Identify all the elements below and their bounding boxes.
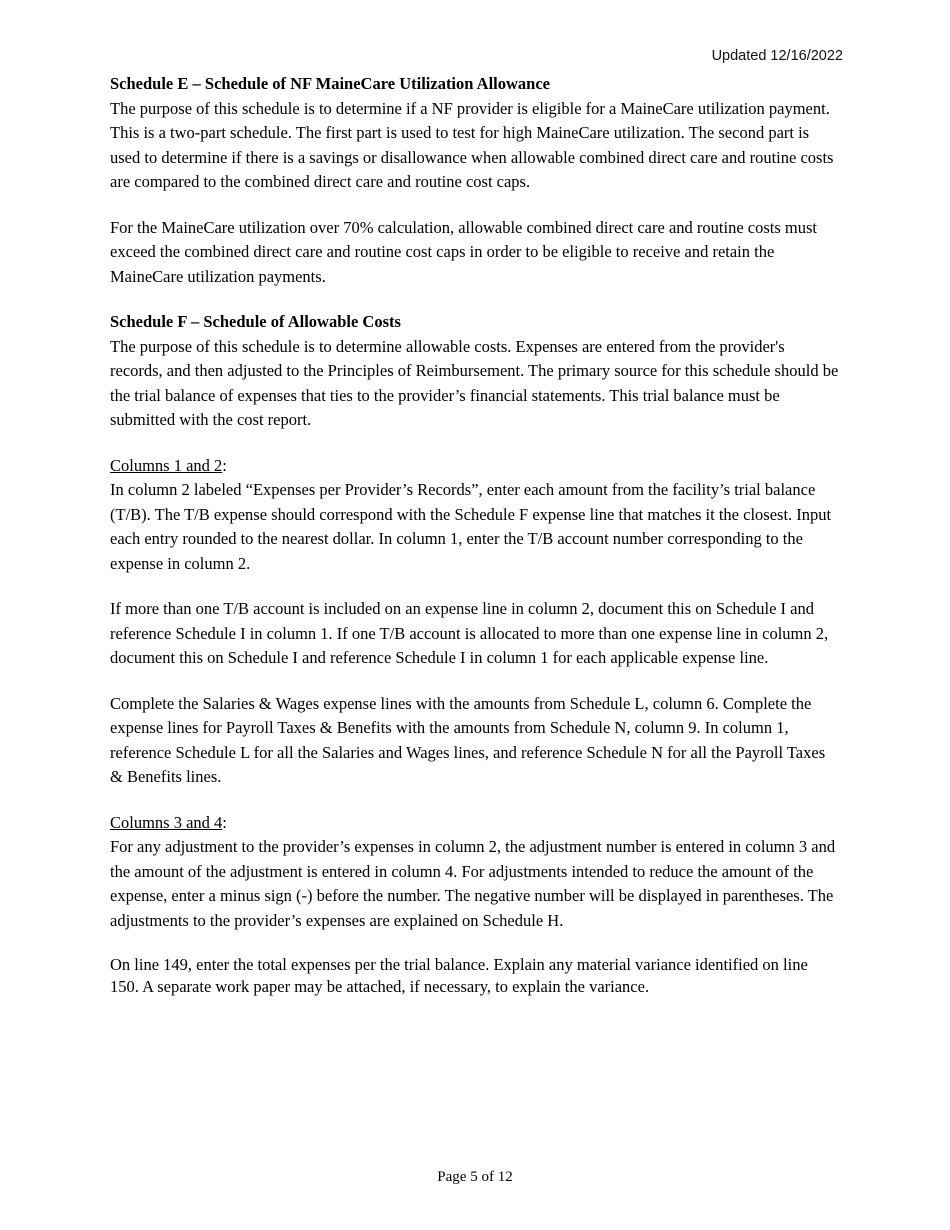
- columns-1-2-paragraph-1: In column 2 labeled “Expenses per Provider’s Records”, enter each amount from the facility’s trial balance (T/B). The T/B expense should correspond with the Schedule F expense line that matches it the closest. Input each entry rounded to the nearest dollar. In column 1, enter the T/B account number corresponding to the expense in column 2.: [110, 480, 832, 573]
- schedule-f-paragraph-1: The purpose of this schedule is to determine allowable costs. Expenses are entered from the provider's records, and then adjusted to the Principles of Reimbursement. The primary source for this schedule should be the trial balance of expenses that ties to the provider’s financial statements. This trial balance must be submitted with the cost report.: [110, 336, 839, 429]
- columns-3-4-heading: [110, 811, 840, 836]
- schedule-e-paragraph-2: For the MaineCare utilization over 70% calculation, allowable combined direct care and routine costs must exceed the combined direct care and routine cost caps in order to be eligible to receive and retain the MaineCare utilization payments.: [110, 217, 817, 286]
- updated-date: Updated 12/16/2022: [711, 48, 843, 64]
- schedule-e-paragraph-1: The purpose of this schedule is to determine if a NF provider is eligible for a MaineCare utilization payment. This is a two-part schedule. The first part is used to test for high MaineCare utilization. The second part is used to determine if there is a savings or disallowance when allowable combined direct care and routine costs are compared to the combined direct care and routine cost caps.: [110, 98, 834, 191]
- schedule-f-heading: Schedule F – Schedule of Allowable Costs: [110, 312, 401, 331]
- columns-1-2-paragraph-3: Complete the Salaries & Wages expense lines with the amounts from Schedule L, column 6. Complete the expense lines for Payroll Taxes & Benefits with the amounts from Schedule N, column 9. In column 1, reference Schedule L for all the Salaries and Wages lines, and reference Schedule N for all the Payroll Taxes & Benefits lines.: [110, 693, 826, 786]
- columns-3-4-label: Columns 3 and 4: [110, 812, 223, 832]
- columns-1-2-label: Columns 1 and 2: [110, 455, 223, 475]
- columns-3-4-colon: :: [222, 812, 227, 832]
- columns-1-2-colon: :: [222, 455, 227, 475]
- columns-1-2-paragraph-2: If more than one T/B account is included on an expense line in column 2, document this on Schedule I and reference Schedule I in column 1. If one T/B account is allocated to more than one expense line in column 2, document this on Schedule I and reference Schedule I in column 1 for each applicable expense line.: [110, 599, 829, 667]
- page-number: Page 5 of 12: [437, 1169, 513, 1185]
- document-body: [110, 72, 840, 997]
- columns-3-4-paragraph-2: On line 149, enter the total expenses per the trial balance. Explain any material variance identified on line 150. A separate work paper may be attached, if necessary, to explain the variance.: [110, 955, 808, 996]
- columns-1-2-heading: [110, 454, 840, 479]
- columns-3-4-paragraph-1: For any adjustment to the provider’s expenses in column 2, the adjustment number is entered in column 3 and the amount of the adjustment is entered in column 4. For adjustments intended to reduce the amount of the expense, enter a minus sign (-) before the number. The negative number will be displayed in parentheses. The adjustments to the provider’s expenses are explained on Schedule H.: [110, 837, 836, 930]
- schedule-e-heading: Schedule E – Schedule of NF MaineCare Utilization Allowance: [110, 74, 550, 93]
